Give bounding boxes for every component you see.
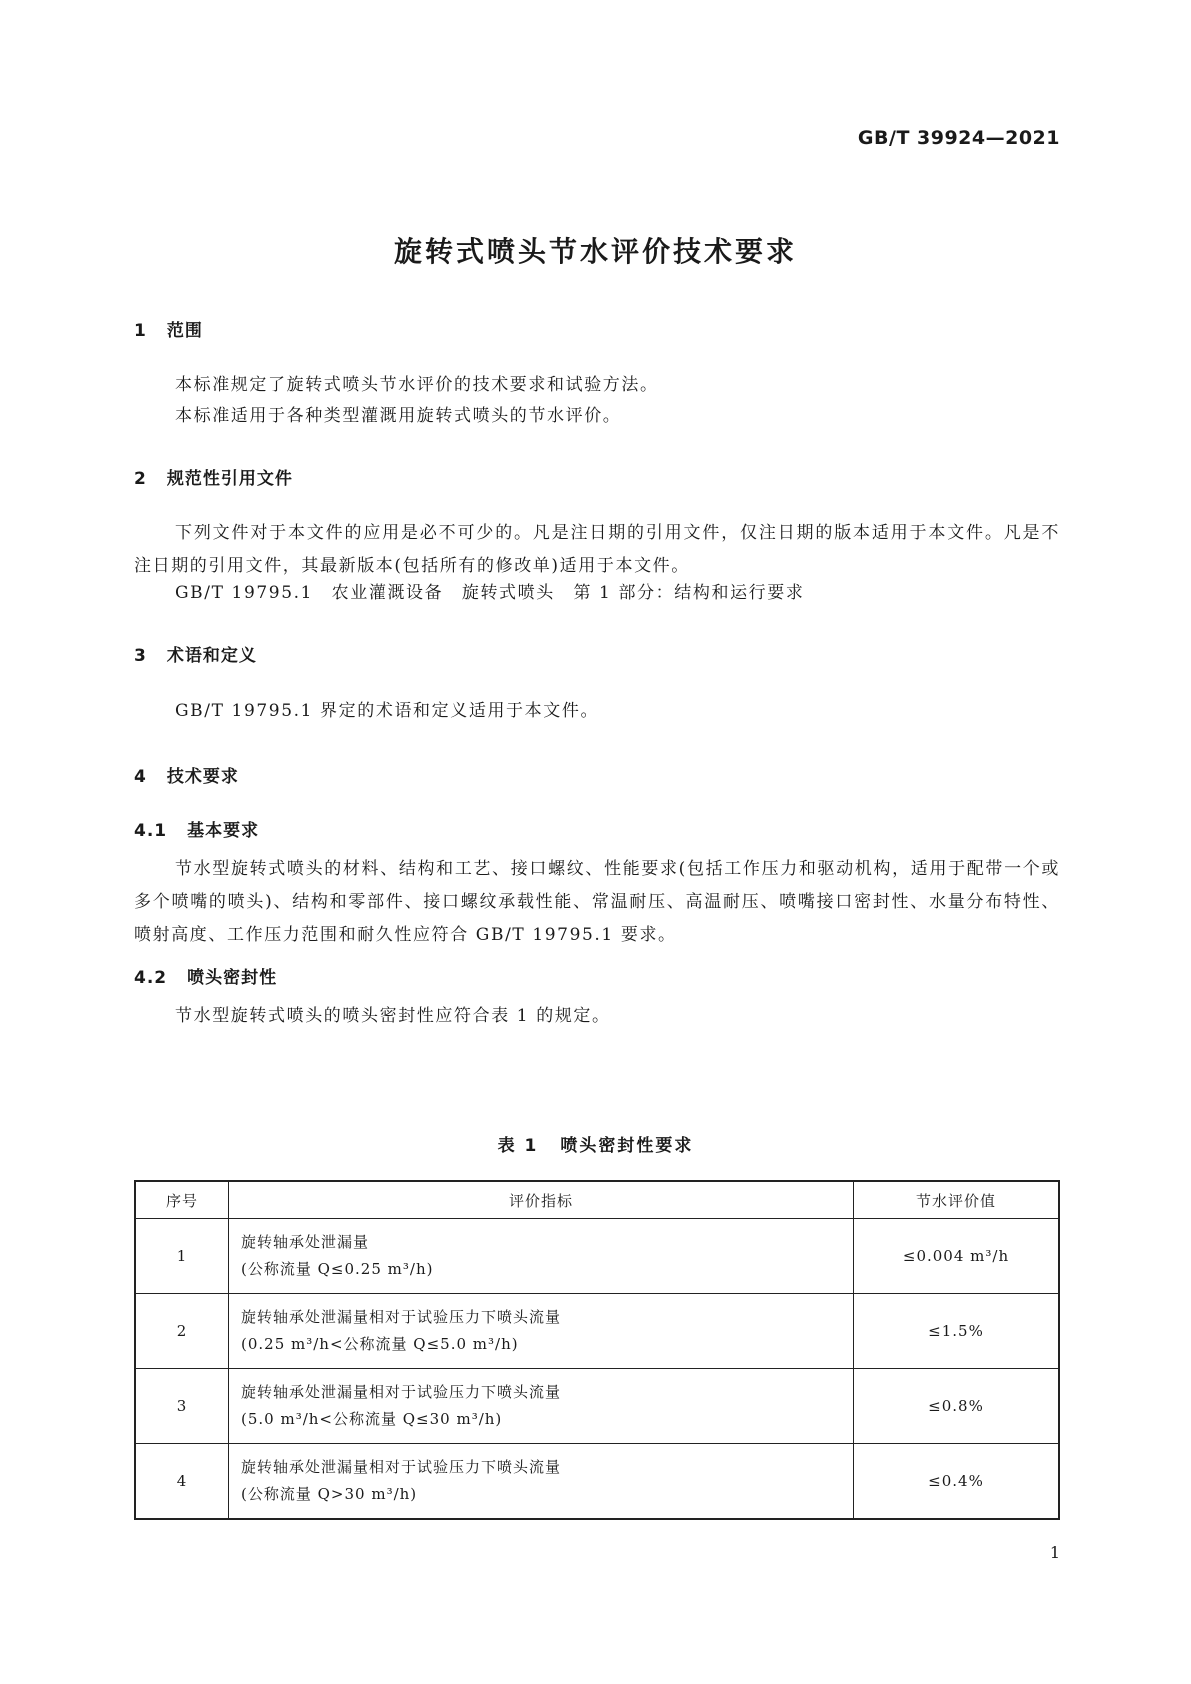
section-3-heading (134, 641, 257, 666)
indicator-line-1: 旋转轴承处泄漏量相对于试验压力下喷头流量 (241, 1383, 562, 1401)
section-3-paragraph-1: GB/T 19795.1 界定的术语和定义适用于本文件。 (175, 701, 600, 721)
subsection-4-1-paragraph: 节水型旋转式喷头的材料、结构和工艺、接口螺纹、性能要求(包括工作压力和驱动机构，适用于配带一个或多个喷嘴的喷头)、结构和零部件、接口螺纹承载性能、常温耐压、高温耐压、喷嘴接口密封性、水量分布特性、喷射高度、工作压力范围和耐久性应符合 GB/T 19795.1 要求。 (134, 859, 1060, 945)
subsection-title: 基本要求 (187, 821, 260, 841)
indicator-line-2: (5.0 m³/h<公称流量 Q≤30 m³/h) (241, 1410, 503, 1428)
row-number: 1 (135, 1219, 229, 1294)
table-caption-title: 喷头密封性要求 (560, 1136, 694, 1156)
page-number: 1 (1049, 1543, 1060, 1562)
section-number: 4 (134, 767, 147, 787)
indicator-line-1: 旋转轴承处泄漏量相对于试验压力下喷头流量 (241, 1308, 562, 1326)
table-1 (134, 1180, 1060, 1520)
subsection-4-2-heading (134, 963, 277, 988)
table-row (135, 1294, 1059, 1369)
row-value: ≤0.004 m³/h (854, 1219, 1060, 1294)
row-number: 3 (135, 1369, 229, 1444)
section-number: 1 (134, 321, 147, 341)
row-value: ≤0.8% (854, 1369, 1060, 1444)
indicator-line-2: (公称流量 Q>30 m³/h) (241, 1485, 418, 1503)
section-number: 2 (134, 469, 147, 489)
section-2-reference: GB/T 19795.1 农业灌溉设备 旋转式喷头 第 1 部分：结构和运行要求 (175, 583, 805, 603)
table-row (135, 1444, 1059, 1520)
section-title: 规范性引用文件 (166, 469, 293, 489)
indicator-line-2: (0.25 m³/h<公称流量 Q≤5.0 m³/h) (241, 1335, 519, 1353)
standard-number: GB/T 39924—2021 (857, 127, 1060, 149)
document-title: 旋转式喷头节水评价技术要求 (393, 235, 797, 268)
subsection-number: 4.2 (134, 968, 168, 988)
column-header-value: 节水评价值 (854, 1181, 1060, 1219)
indicator-line-1: 旋转轴承处泄漏量相对于试验压力下喷头流量 (241, 1458, 562, 1476)
row-indicator (229, 1294, 854, 1369)
indicator-line-2: (公称流量 Q≤0.25 m³/h) (241, 1260, 434, 1278)
table-caption-number: 表 1 (497, 1136, 539, 1156)
row-value: ≤1.5% (854, 1294, 1060, 1369)
column-header-indicator: 评价指标 (229, 1181, 854, 1219)
table-row (135, 1219, 1059, 1294)
section-4-heading (134, 762, 239, 787)
table-row (135, 1369, 1059, 1444)
row-number: 2 (135, 1294, 229, 1369)
column-header-no: 序号 (135, 1181, 229, 1219)
section-1-paragraph-2: 本标准适用于各种类型灌溉用旋转式喷头的节水评价。 (175, 406, 622, 426)
section-1-heading (134, 316, 203, 341)
row-indicator (229, 1219, 854, 1294)
section-2-paragraph-1: 下列文件对于本文件的应用是必不可少的。凡是注日期的引用文件，仅注日期的版本适用于本文件。凡是不注日期的引用文件，其最新版本(包括所有的修改单)适用于本文件。 (134, 523, 1060, 576)
row-value: ≤0.4% (854, 1444, 1060, 1520)
section-1-paragraph-1: 本标准规定了旋转式喷头节水评价的技术要求和试验方法。 (175, 375, 659, 395)
table-1-caption (0, 1131, 1191, 1156)
section-2-heading (134, 464, 293, 489)
indicator-line-1: 旋转轴承处泄漏量 (241, 1233, 370, 1251)
subsection-title: 喷头密封性 (187, 968, 278, 988)
row-indicator (229, 1444, 854, 1520)
table-header-row (135, 1181, 1059, 1219)
section-number: 3 (134, 646, 147, 666)
section-title: 术语和定义 (166, 646, 257, 666)
subsection-4-1-heading (134, 816, 259, 841)
row-indicator (229, 1369, 854, 1444)
subsection-number: 4.1 (134, 821, 168, 841)
section-title: 技术要求 (166, 767, 239, 787)
row-number: 4 (135, 1444, 229, 1520)
subsection-4-2-paragraph: 节水型旋转式喷头的喷头密封性应符合表 1 的规定。 (175, 1006, 611, 1026)
section-title: 范围 (166, 321, 203, 341)
